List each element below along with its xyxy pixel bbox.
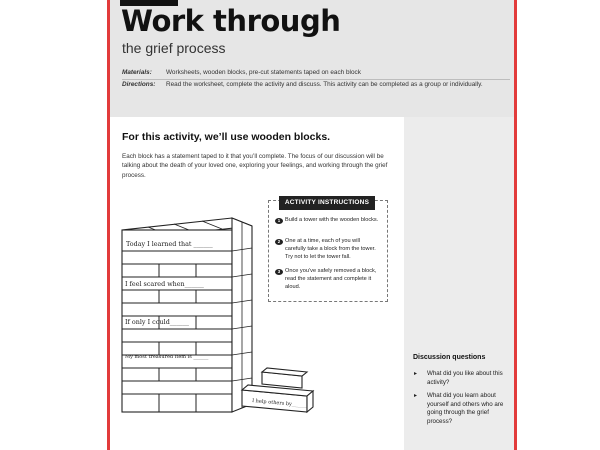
page-subtitle: the grief process bbox=[122, 40, 226, 56]
instruction-step-text: Once you’ve safely removed a block, read the statement and complete it aloud. bbox=[285, 268, 377, 290]
block-statement: I feel scared when______ bbox=[125, 280, 204, 288]
page-title: Work through bbox=[121, 4, 341, 38]
directions-label: Directions: bbox=[122, 81, 156, 88]
instruction-step bbox=[275, 217, 381, 225]
triangle-right-icon: ▸ bbox=[414, 371, 418, 377]
activity-heading: For this activity, we’ll use wooden blocks. bbox=[122, 131, 331, 143]
discussion-question bbox=[414, 370, 505, 387]
step-number-badge: 1 bbox=[275, 218, 283, 224]
triangle-right-icon: ▸ bbox=[414, 393, 418, 399]
step-number-badge: 2 bbox=[275, 239, 283, 245]
instruction-step-text: Build a tower with the wooden blocks. bbox=[285, 217, 379, 223]
right-column bbox=[404, 117, 514, 450]
meta-divider bbox=[122, 79, 510, 80]
red-border-right bbox=[514, 0, 517, 450]
step-number-badge: 3 bbox=[275, 269, 283, 275]
activity-instructions-box bbox=[268, 200, 388, 302]
discussion-question bbox=[414, 392, 505, 426]
instruction-step bbox=[275, 238, 381, 261]
block-statement: I help others by______ bbox=[251, 398, 308, 409]
block-statement: If only I could______ bbox=[125, 318, 189, 326]
materials-value: Worksheets, wooden blocks, pre-cut statements taped on each block bbox=[166, 69, 361, 76]
directions-value: Read the worksheet, complete the activity and discuss. This activity can be completed as a group or individually. bbox=[166, 81, 483, 88]
directions-row bbox=[122, 80, 510, 89]
materials-row bbox=[122, 68, 510, 77]
discussion-title: Discussion questions bbox=[413, 354, 486, 361]
discussion-question-text: What did you learn about yourself and others who are going through the grief process? bbox=[427, 392, 504, 425]
block-tower-illustration bbox=[112, 212, 308, 450]
block-statement: My most treasured item is ______ bbox=[125, 354, 209, 360]
block-statement: Today I learned that ______ bbox=[126, 240, 213, 248]
instruction-step-text: One at a time, each of you will carefully take a block from the tower. Try not to let the tower fall. bbox=[285, 238, 376, 260]
activity-instructions-title: ACTIVITY INSTRUCTIONS bbox=[279, 196, 375, 210]
discussion-question-text: What did you like about this activity? bbox=[427, 370, 503, 386]
materials-label: Materials: bbox=[122, 69, 152, 76]
activity-description: Each block has a statement taped to it that you’ll complete. The focus of our discussion will be talking about the death of your loved one, exploring your feelings, and working through the grief process. bbox=[122, 153, 388, 179]
instruction-step bbox=[275, 268, 381, 291]
header-band bbox=[110, 0, 514, 117]
